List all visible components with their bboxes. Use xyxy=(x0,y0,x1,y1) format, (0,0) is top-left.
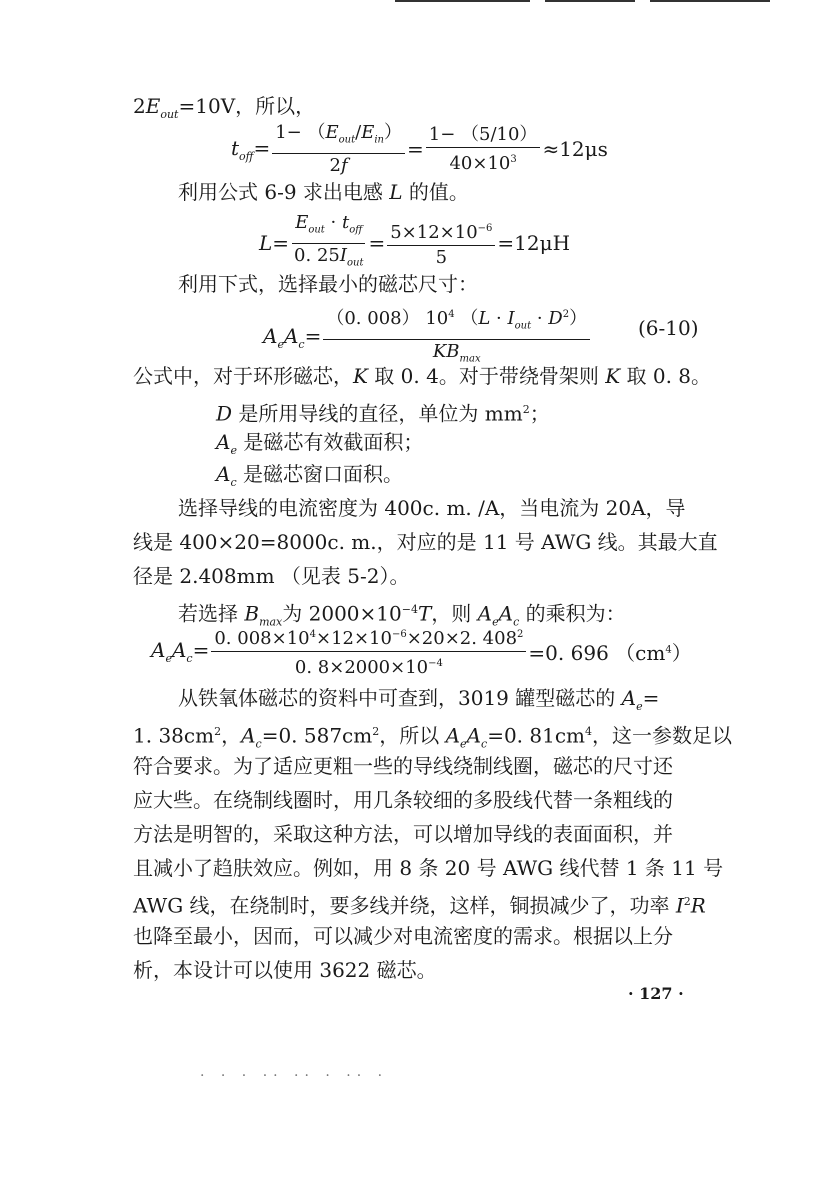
top-rule xyxy=(395,0,530,2)
text-line: 析，本设计可以使用 3622 磁芯。 xyxy=(133,958,437,982)
text-line: 选择导线的电流密度为 400c. m. /A，当电流为 20A，导 xyxy=(178,496,686,520)
text-line: $2E_{out}=10V$，所以， xyxy=(133,94,316,121)
text-line: 且减小了趋肤效应。例如，用 8 条 20 号 AWG 线代替 1 条 11 号 xyxy=(133,856,724,880)
text-line: 也降至最小，因而，可以减少对电流密度的需求。根据以上分 xyxy=(133,924,673,948)
equation-inductance: L= $\frac{E_{out} \cdot t_{off}}{0. 25I_{out}}$ = $\frac{5\times 12\times 10^{-6}}{5}$ =12μH xyxy=(259,212,571,269)
text-line: 径是 2.408mm （见表 5-2）。 xyxy=(133,564,410,588)
equation-toff: $t_{off}=$ $\frac{1- (E_{out}/E_{in})}{2f}$ = $\frac{1- (5/10)}{40\times 10^3}$ ≈12μs xyxy=(231,122,608,176)
top-rule xyxy=(650,0,770,2)
text-line: AWG 线，在绕制时，要多线并绕，这样，铜损减少了，功率 $I^2R$ xyxy=(133,893,706,918)
text-line: 应大些。在绕制线圈时，用几条较细的多股线代替一条粗线的 xyxy=(133,788,673,812)
equation-area-result: $A_eA_c=$ $\frac{0. 008\times 10^4\times 12\times 10^{-6}\times 20\times 2. 408^2}{0. 8\times 2000\times 10^{-4}}$ =0. 696 $(cm^4)$ xyxy=(150,624,693,679)
text-line: 方法是明智的，采取这种方法，可以增加导线的表面面积，并 xyxy=(133,822,673,846)
text-line: $A_c$ 是磁芯窗口面积。 xyxy=(216,462,403,489)
text-line: 1. $38cm^2$，$A_c=0$. $587cm^2$，所以 $A_eA_c=0$. $81cm^4$，这一参数足以 xyxy=(133,723,732,751)
top-rule xyxy=(545,0,635,2)
page-number: · 127 · xyxy=(628,984,684,1003)
text-line: 线是 400×20=8000c. m.，对应的是 11 号 AWG 线。其最大直 xyxy=(133,530,718,554)
text-line: $A_e$ 是磁芯有效截面积； xyxy=(216,430,424,457)
text-line: 利用下式，选择最小的磁芯尺寸： xyxy=(178,272,478,296)
text-line: 若选择 $B_{max}$为 $2000\times 10^{-4}T$，则 $A_eA_c$ 的乘积为： xyxy=(178,601,626,629)
text-line: 符合要求。为了适应更粗一些的导线绕制线圈，磁芯的尺寸还 xyxy=(133,754,673,778)
equation-area-product: $A_eA_c=$ $\frac{(0. 008) 10^4 (L \cdot I_{out} \cdot D^2)}{KB_{max}}$ xyxy=(262,304,591,370)
text-line: D 是所用导线的直径，单位为 $mm^2$； xyxy=(216,401,550,426)
text-line: 利用公式 6-9 求出电感 L 的值。 xyxy=(178,180,469,204)
text-line: 公式中，对于环形磁芯，K 取 0. 4。对于带绕骨架则 K 取 0. 8。 xyxy=(133,364,712,388)
equation-number: (6-10) xyxy=(638,316,699,340)
scan-artifact: · · · ·· ·· · ·· · xyxy=(200,1068,389,1084)
text-line: 从铁氧体磁芯的资料中可查到，3019 罐型磁芯的 $A_e=$ xyxy=(178,686,660,713)
